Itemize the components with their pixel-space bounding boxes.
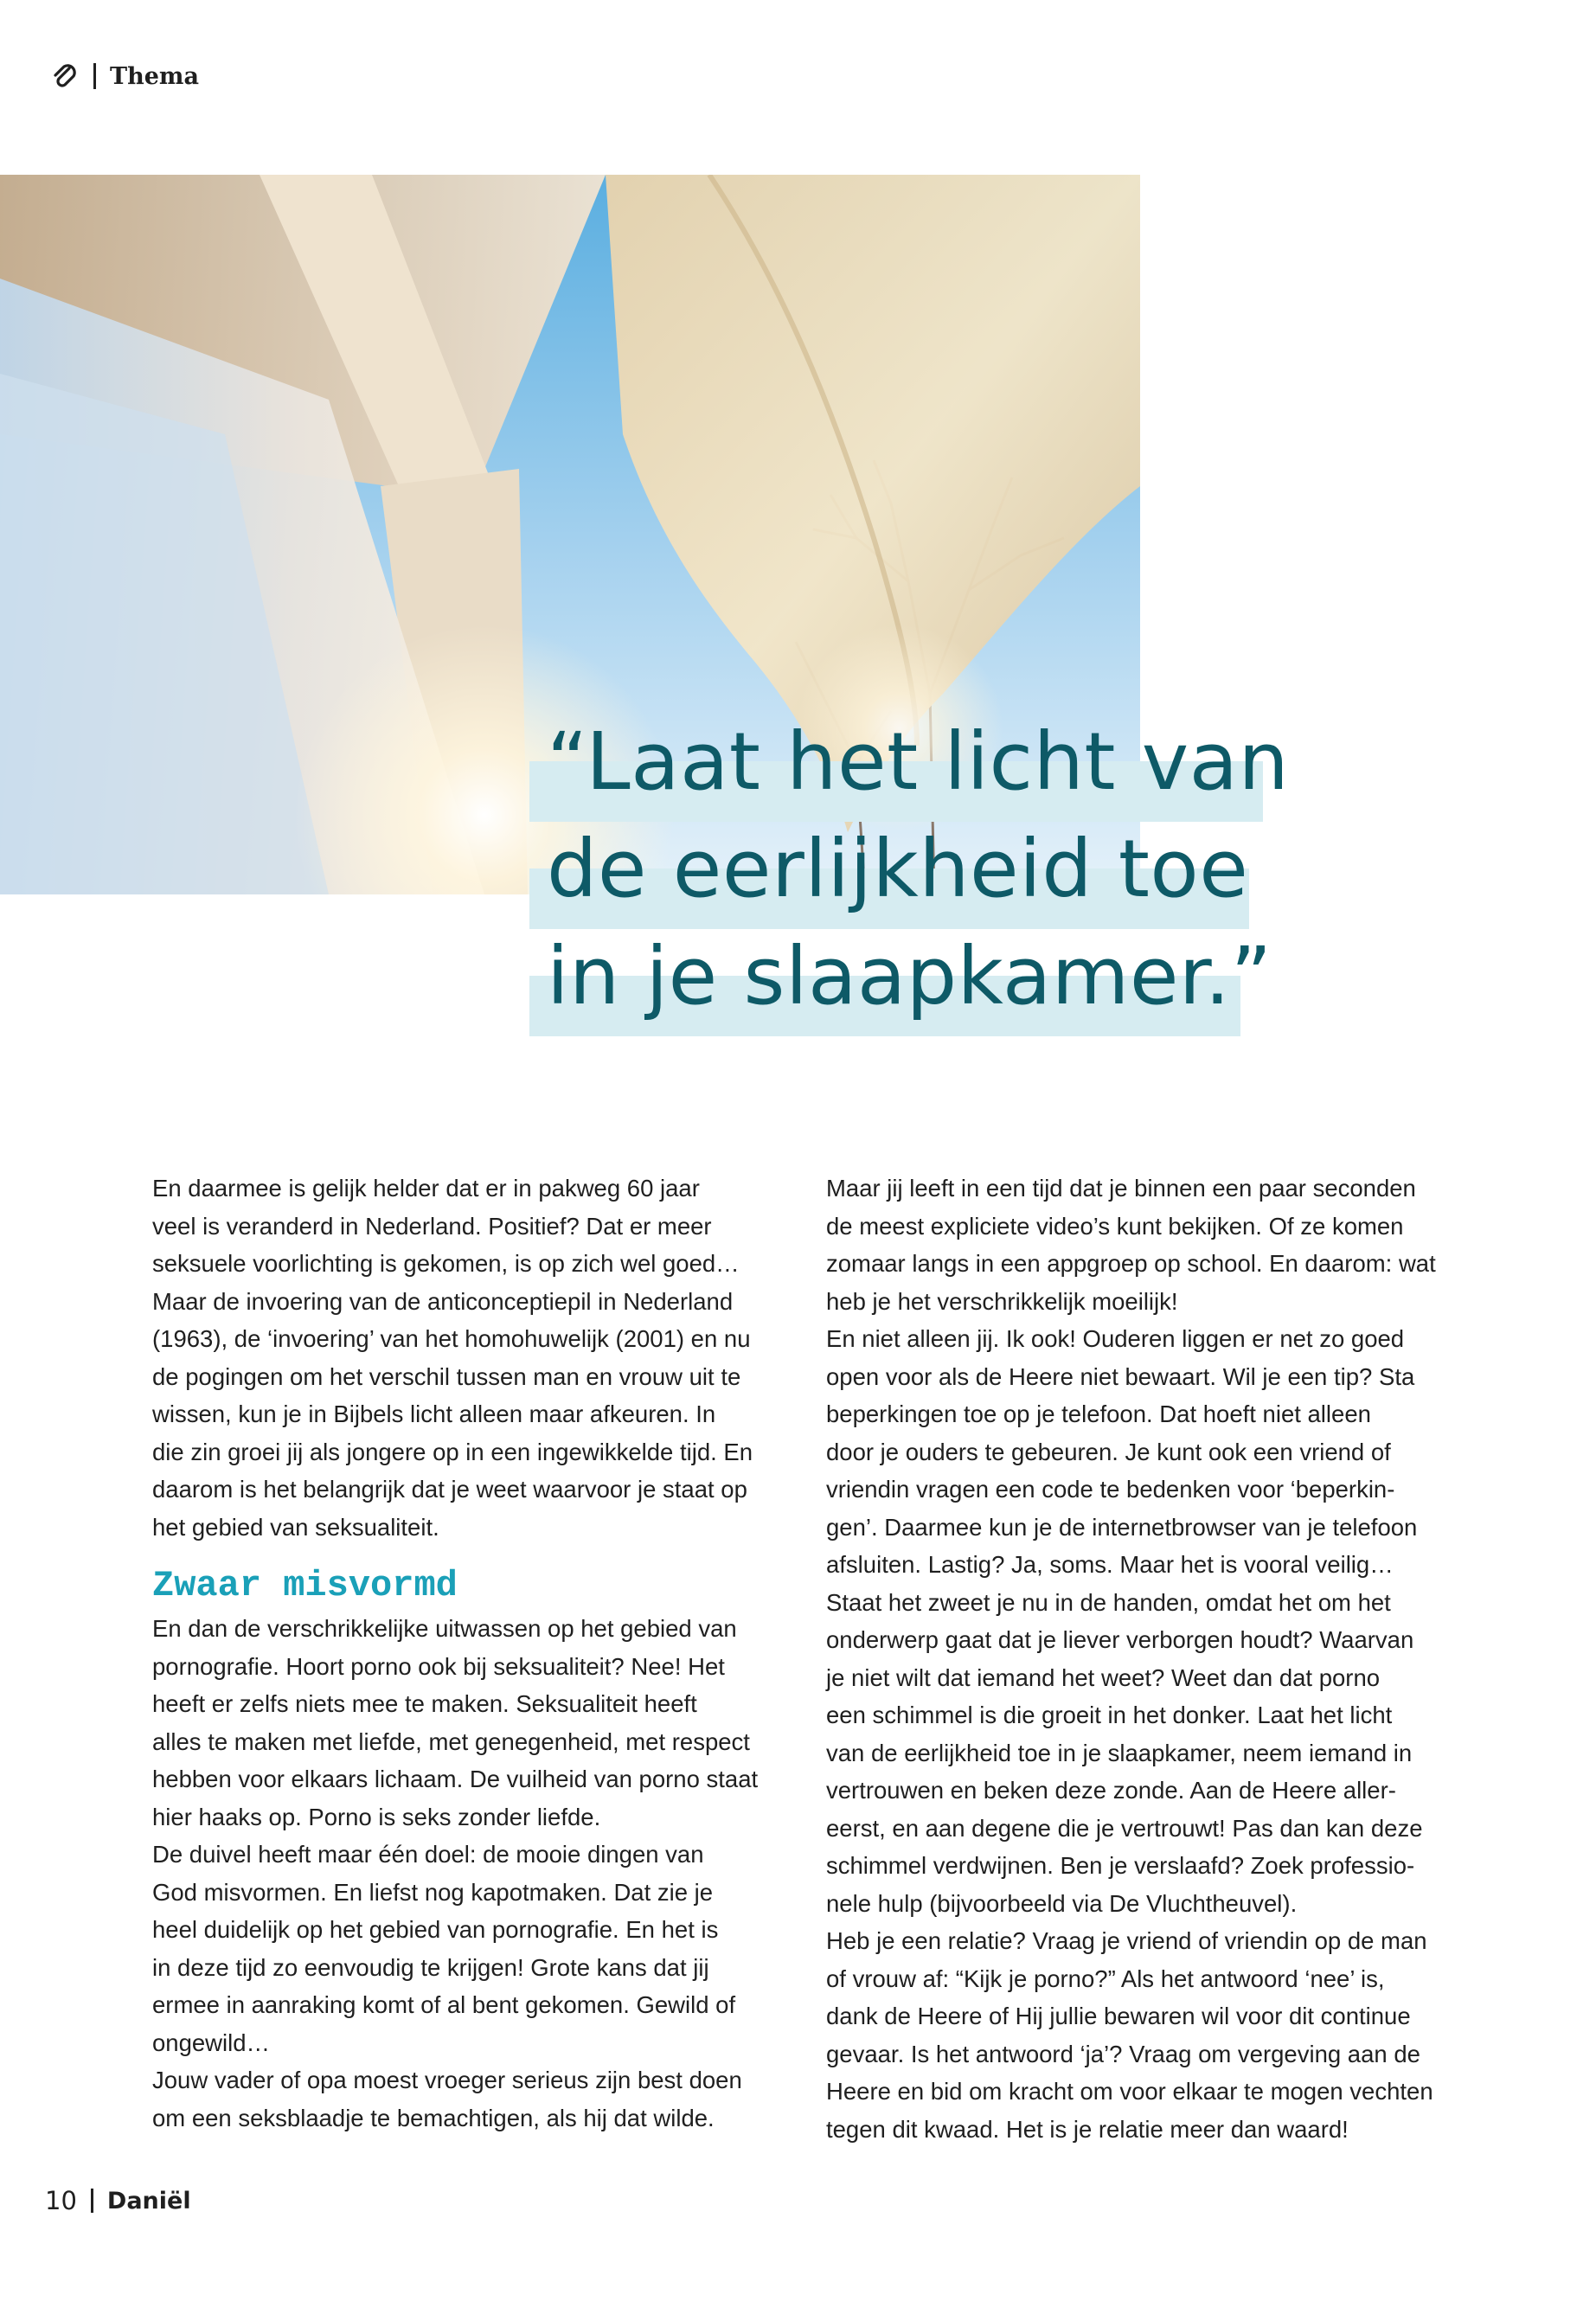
page-footer xyxy=(45,2183,191,2218)
text-line: in deze tijd zo eenvoudig te krijgen! Grote kans dat jij xyxy=(152,1953,709,1981)
text-line: de meest expliciete video’s kunt bekijken. Of ze komen xyxy=(826,1212,1404,1240)
header-divider xyxy=(93,63,96,89)
section-subheading: Zwaar misvormd xyxy=(152,1565,458,1606)
article-column-right xyxy=(826,1170,1466,2148)
text-line: De duivel heeft maar één doel: de mooie dingen van xyxy=(152,1841,704,1868)
text-line: vriendin vragen een code te bedenken voor ‘beperkin- xyxy=(826,1476,1395,1503)
text-line: gevaar. Is het antwoord ‘ja’? Vraag om vergeving aan de xyxy=(826,2040,1420,2067)
text-line: om een seksblaadje te bemachtigen, als hij dat wilde. xyxy=(152,2104,715,2131)
text-line: beperkingen toe op je telefoon. Dat hoeft niet alleen xyxy=(826,1400,1371,1427)
magazine-name: Daniël xyxy=(106,2187,191,2214)
pull-quote-line: “Laat het licht van xyxy=(529,715,1394,822)
text-line: daarom is het belangrijk dat je weet waarvoor je staat op xyxy=(152,1476,747,1503)
text-line: zomaar langs in een appgroep op school. En daarom: wat xyxy=(826,1250,1436,1277)
text-line: En niet alleen jij. Ik ook! Ouderen liggen er net zo goed xyxy=(826,1325,1405,1352)
text-line: vertrouwen en beken deze zonde. Aan de Heere aller- xyxy=(826,1777,1396,1804)
text-line: die zin groei jij als jongere op in een ingewikkelde tijd. En xyxy=(152,1438,753,1465)
text-line: alles te maken met liefde, met genegenheid, met respect xyxy=(152,1727,750,1755)
text-line: door je ouders te gebeuren. Je kunt ook een vriend of xyxy=(826,1438,1391,1465)
pull-quote xyxy=(529,715,1394,1036)
text-line: wissen, kun je in Bijbels licht alleen maar afkeuren. In xyxy=(152,1400,716,1427)
text-line: veel is veranderd in Nederland. Positief? Dat er meer xyxy=(152,1212,712,1240)
text-line: nele hulp (bijvoorbeeld via De Vluchtheuvel). xyxy=(826,1889,1298,1917)
footer-divider xyxy=(91,2189,93,2213)
text-line: Heere en bid om kracht om voor elkaar te mogen vechten xyxy=(826,2078,1433,2105)
intro-paragraph xyxy=(152,1170,792,1546)
text-line: hier haaks op. Porno is seks zonder liefde. xyxy=(152,1803,601,1830)
pull-quote-line: in je slaapkamer.” xyxy=(529,929,1394,1036)
text-line: onderwerp gaat dat je liever verborgen houdt? Waarvan xyxy=(826,1626,1414,1653)
text-line: heel duidelijk op het gebied van pornografie. En het is xyxy=(152,1916,719,1943)
text-line: En dan de verschrikkelijke uitwassen op het gebied van xyxy=(152,1615,737,1642)
section-label: Thema xyxy=(110,62,199,90)
text-line: Maar jij leeft in een tijd dat je binnen een paar seconden xyxy=(826,1175,1416,1202)
text-line: afsluiten. Lastig? Ja, soms. Maar het is vooral veilig… xyxy=(826,1551,1394,1578)
text-line: pornografie. Hoort porno ook bij seksualiteit? Nee! Het xyxy=(152,1652,725,1680)
text-line: ongewild… xyxy=(152,2029,271,2056)
text-line: (1963), de ‘invoering’ van het homohuwelijk (2001) en nu xyxy=(152,1325,751,1352)
text-line: eerst, en aan degene die je vertrouwt! Pas dan kan deze xyxy=(826,1814,1423,1842)
text-line: Jouw vader of opa moest vroeger serieus zijn best doen xyxy=(152,2067,742,2093)
text-line: Staat het zweet je nu in de handen, omdat het om het xyxy=(826,1588,1391,1616)
text-line: open voor als de Heere niet bewaart. Wil je een tip? Sta xyxy=(826,1362,1415,1390)
text-line: schimmel verdwijnen. Ben je verslaafd? Zoek professio- xyxy=(826,1852,1415,1879)
paperclip-icon xyxy=(52,61,78,91)
pull-quote-line: de eerlijkheid toe xyxy=(529,822,1394,929)
text-line: heeft er zelfs niets mee te maken. Seksualiteit heeft xyxy=(152,1690,697,1717)
body-paragraph xyxy=(152,1610,792,2137)
text-line: een schimmel is die groeit in het donker. Laat het licht xyxy=(826,1702,1393,1728)
text-line: van de eerlijkheid toe in je slaapkamer, neem iemand in xyxy=(826,1739,1413,1766)
text-line: God misvormen. En liefst nog kapotmaken. Dat zie je xyxy=(152,1878,714,1906)
text-line: het gebied van seksualiteit. xyxy=(152,1513,439,1541)
text-line: hebben voor elkaars lichaam. De vuilheid van porno staat xyxy=(152,1766,759,1792)
text-line: dank de Heere of Hij jullie bewaren wil voor dit continue xyxy=(826,2003,1411,2029)
page-number: 10 xyxy=(45,2186,77,2215)
text-line: tegen dit kwaad. Het is je relatie meer dan waard! xyxy=(826,2115,1349,2143)
text-line: je niet wilt dat iemand het weet? Weet dan dat porno xyxy=(826,1663,1381,1691)
text-line: de pogingen om het verschil tussen man en vrouw uit te xyxy=(152,1362,741,1390)
text-line: Maar de invoering van de anticonceptiepil in Nederland xyxy=(152,1287,734,1315)
text-line: ermee in aanraking komt of al bent gekomen. Gewild of xyxy=(152,1991,736,2018)
text-line: seksuele voorlichting is gekomen, is op zich wel goed… xyxy=(152,1250,740,1277)
text-line: Heb je een relatie? Vraag je vriend of vriendin op de man xyxy=(826,1927,1427,1954)
page-header xyxy=(52,57,199,95)
text-line: heb je het verschrikkelijk moeilijk! xyxy=(826,1287,1178,1315)
article-column-left xyxy=(152,1170,792,2137)
text-line: gen’. Daarmee kun je de internetbrowser van je telefoon xyxy=(826,1513,1418,1541)
text-line: of vrouw af: “Kijk je porno?” Als het antwoord ‘nee’ is, xyxy=(826,1965,1385,1992)
text-line: En daarmee is gelijk helder dat er in pakweg 60 jaar xyxy=(152,1175,700,1202)
